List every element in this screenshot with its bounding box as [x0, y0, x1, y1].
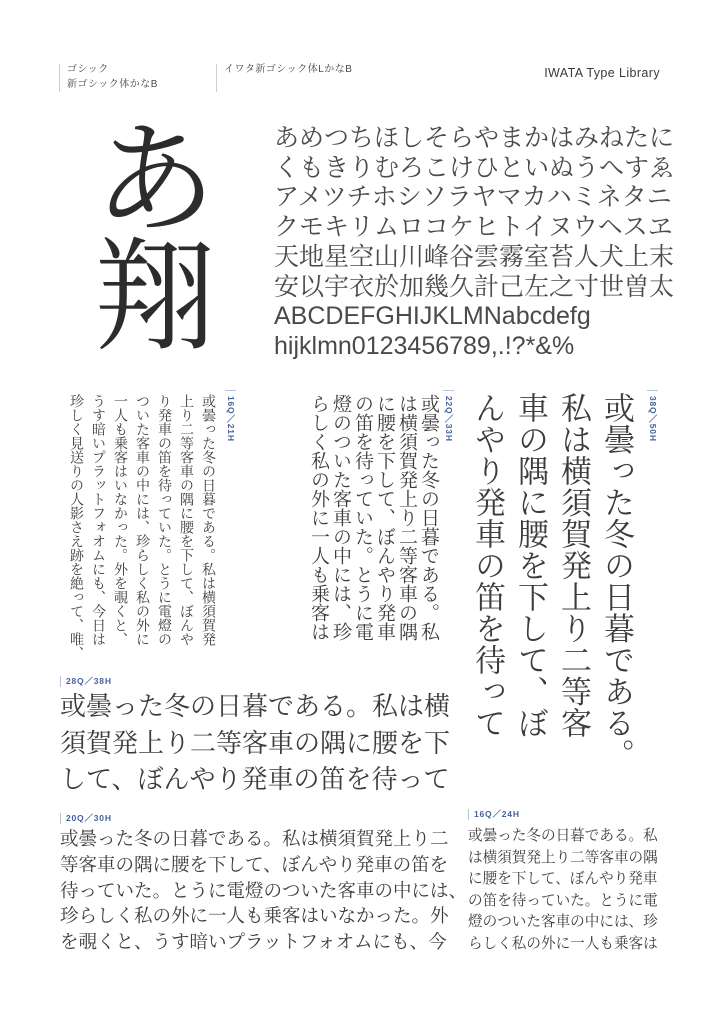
sample-line: 等客車の隅に腰を下して、ぼんやり発車の笛を	[60, 853, 449, 875]
font-category-label: ゴシック	[67, 64, 109, 75]
size-label-16q-24h: 16Q／24H	[474, 809, 520, 819]
sample-column: 燈のついた客車の中には、珍	[330, 394, 351, 641]
sample-column: り発車の笛を待っていた。とうに電燈の	[157, 394, 173, 646]
charset-line-katakana-2: クモキリムロコケヒトイヌウヘスヱ	[274, 213, 673, 242]
label-rule	[468, 809, 469, 820]
label-rule	[60, 813, 61, 824]
charset-line-hiragana-2: くもきりむろこけひといぬうへすゑ	[274, 153, 675, 182]
sample-column: 車の隅に腰を下して、ぼ	[513, 392, 548, 739]
charset-line-kanji-1: 天地星空山川峰谷雲霧室苔人犬上末	[274, 242, 675, 271]
sample-line: は横須賀発上り二等客車の隅	[468, 849, 658, 866]
size-label-22q-wrap	[443, 390, 455, 442]
charset-line-kanji-2: 安以宇衣於加幾久計己左之寸世曽太	[274, 272, 675, 301]
size-label-22q-33h: 22Q／33H	[444, 396, 454, 442]
size-label-28q-38h: 28Q／38H	[66, 676, 112, 686]
size-label-38q-wrap	[647, 390, 659, 442]
library-name: IWATA Type Library	[544, 66, 660, 80]
label-rule	[443, 390, 454, 391]
size-label-16q-h-wrap	[468, 808, 520, 820]
size-label-16q-21h: 16Q／21H	[226, 396, 236, 442]
sample-column: 上り二等客車の隅に腰を下して、ぼんや	[179, 394, 195, 646]
sample-column: 或曇った冬の日暮である。私は横須賀発	[201, 394, 217, 646]
size-label-16q-v-wrap	[225, 390, 237, 442]
label-rule	[647, 390, 658, 391]
sample-line: 珍らしく私の外に一人も乗客はいなかった。外	[60, 905, 449, 927]
sample-column: 或曇った冬の日暮である。私	[418, 394, 439, 641]
size-label-20q-30h: 20Q／30H	[66, 813, 112, 823]
vertical-sample-large	[464, 392, 638, 770]
horizontal-sample-small	[468, 826, 658, 955]
sample-line: 或曇った冬の日暮である。私は横	[60, 691, 451, 721]
sample-column: の笛を待っていた。とうに電	[352, 394, 373, 641]
sample-column: に腰を下して、ぼんやり発車	[374, 394, 395, 641]
header-left-rule	[59, 64, 60, 92]
vertical-sample-small	[65, 394, 220, 660]
sample-line: を覗くと、うす暗いプラットフォオムにも、今	[60, 931, 447, 953]
font-fullname-label: イワタ新ゴシック体LかなB	[224, 64, 353, 75]
vertical-sample-medium	[306, 394, 439, 641]
sample-line: に腰を下して、ぼんやり発車	[468, 871, 658, 887]
sample-column: んやり発車の笛を待って	[470, 392, 505, 739]
sample-line: 須賀発上り二等客車の隅に腰を下	[60, 727, 451, 758]
display-glyph-a: あ	[94, 112, 216, 248]
sample-column: うす暗いプラットフォオムにも、今日は	[91, 394, 107, 646]
sample-line: の笛を待っていた。とうに電	[468, 892, 658, 909]
sample-line: 待っていた。とうに電燈のついた客車の中には、	[60, 879, 468, 901]
horizontal-sample-large	[60, 688, 450, 798]
sample-line: 燈のついた客車の中には、珍	[468, 914, 658, 930]
sample-column: ついた客車の中には、珍らしく私の外に	[135, 394, 151, 646]
sample-column: 一人も乗客はいなかった。外を覗くと、	[113, 394, 129, 646]
charset-line-katakana-1: アメツチホシソラヤマカハミネタニ	[274, 183, 672, 212]
label-rule	[225, 390, 236, 391]
sample-line: して、ぼんやり発車の笛を待って	[60, 764, 450, 794]
sample-column: は横須賀発上り二等客車の隅	[396, 394, 417, 641]
charset-line-latin-2: hijklmn0123456789,.!?*&%	[274, 331, 575, 360]
sample-line: 或曇った冬の日暮である。私	[468, 828, 658, 844]
size-label-20q-wrap	[60, 812, 112, 824]
header-mid-rule	[216, 64, 217, 92]
sample-column: らしく私の外に一人も乗客は	[308, 394, 329, 641]
label-rule	[60, 676, 61, 687]
display-glyph-block	[94, 112, 216, 365]
sample-column: 私は横須賀発上り二等客	[556, 392, 591, 739]
sample-column: 或曇った冬の日暮である。	[599, 392, 634, 770]
font-category-block	[67, 62, 158, 92]
sample-line: らしく私の外に一人も乗客は	[468, 935, 658, 952]
display-glyph-sho: 翔	[94, 229, 216, 365]
charset-line-hiragana-1: あめつちほしそらやまかはみねたに	[274, 124, 675, 152]
font-name-kana-label: 新ゴシック体かなB	[67, 79, 158, 90]
sample-column: 珍しく見送りの人影さえ跡を絶って、唯、	[69, 394, 85, 660]
sample-line: 或曇った冬の日暮である。私は横須賀発上り二	[60, 828, 449, 849]
charset-line-latin-1: ABCDEFGHIJKLMNabcdefg	[274, 302, 591, 331]
charset-block	[274, 124, 674, 362]
size-label-28q-wrap	[60, 675, 112, 687]
horizontal-sample-medium	[60, 826, 467, 955]
size-label-38q-50h: 38Q／50H	[648, 396, 658, 442]
